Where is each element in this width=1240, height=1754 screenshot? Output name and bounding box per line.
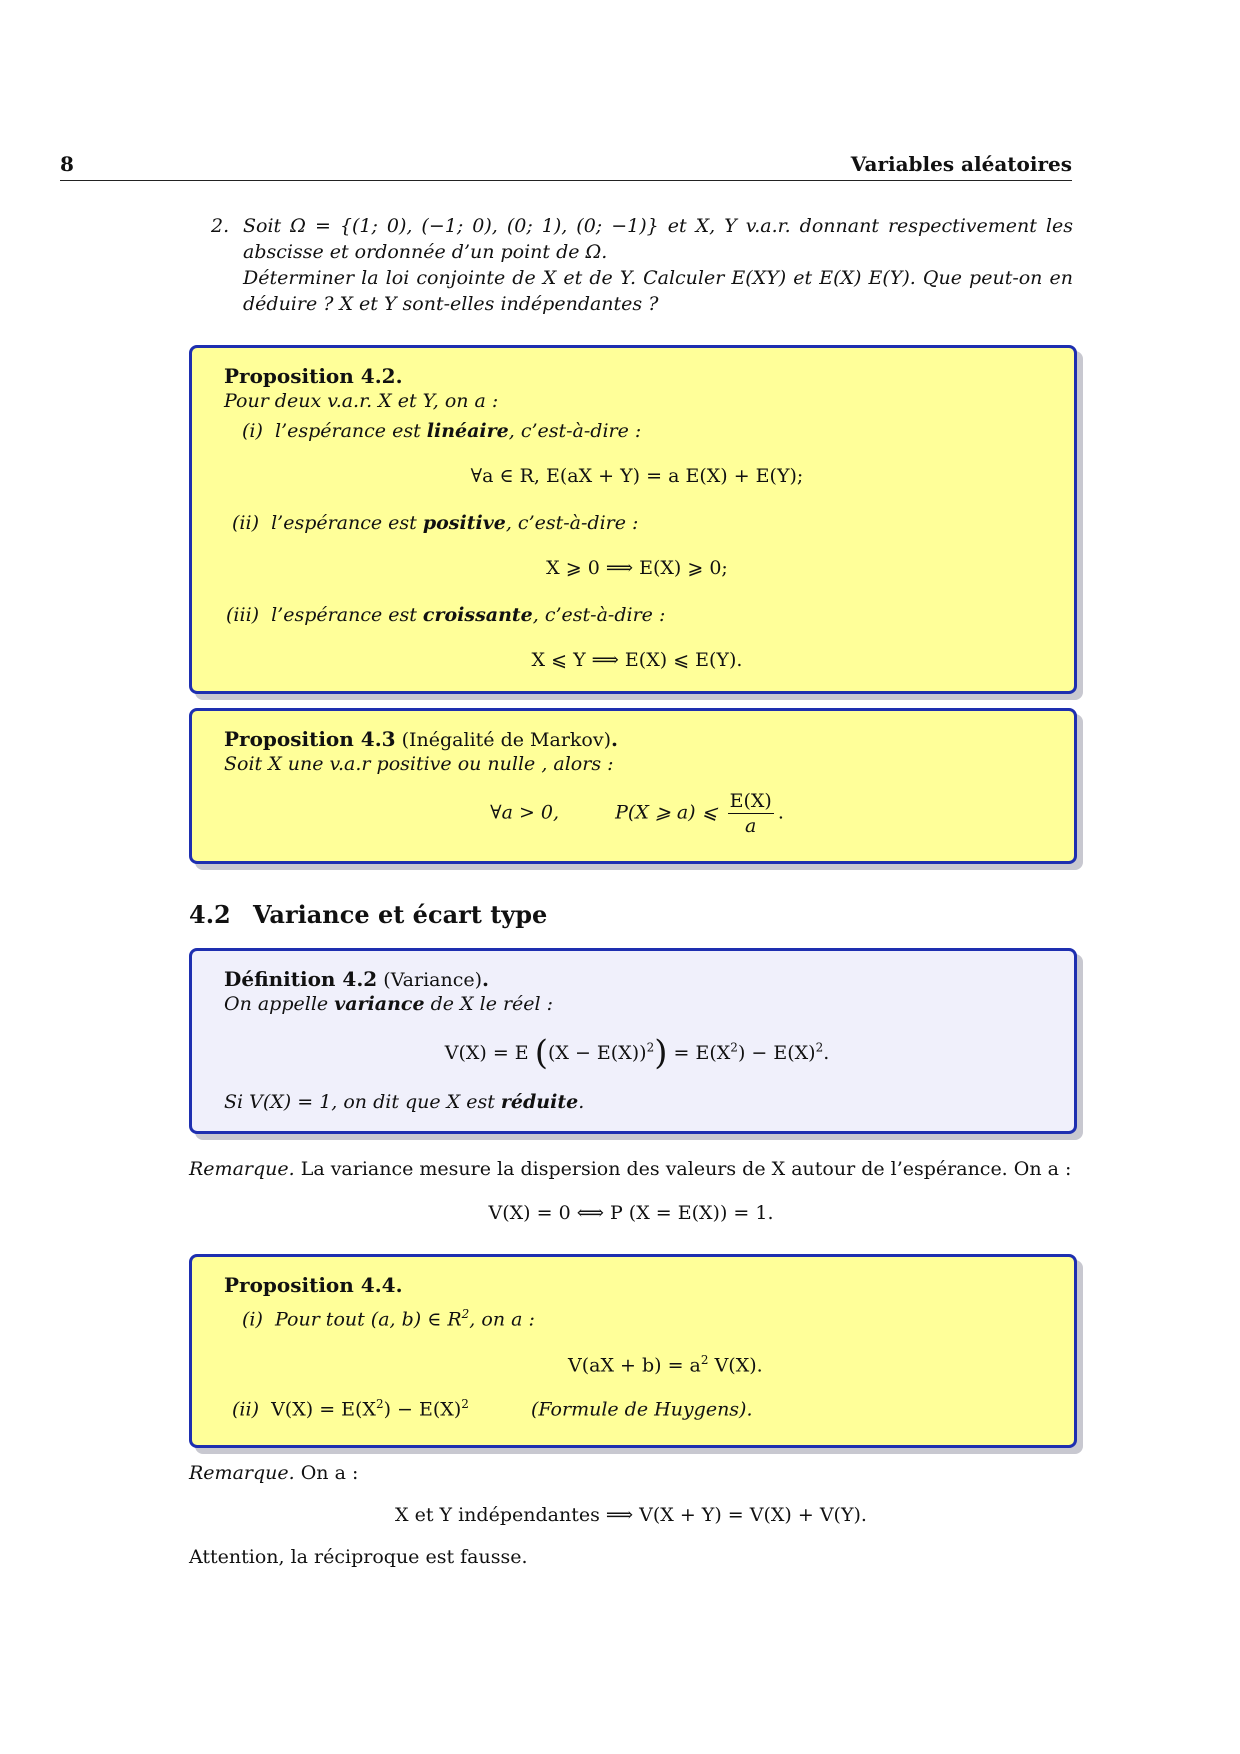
formula-part: = E(X: [673, 1042, 731, 1064]
formula-independence: X et Y indépendantes ⟹ V(X + Y) = V(X) + V(Y).: [395, 1504, 867, 1526]
remark-text: La variance mesure la dispersion des valeurs de X autour de l’espérance. On a :: [300, 1158, 1072, 1180]
exercise-statement: Soit Ω = {(1; 0), (−1; 0), (0; 1), (0; −1)} et X, Y v.a.r. donnant respectivement les abscisse et ordonnée d’un point de Ω.: [243, 215, 1073, 263]
page-header: [60, 150, 1072, 181]
formula-part: (X − E(X)): [547, 1042, 647, 1064]
page-number: 8: [60, 152, 74, 176]
fraction-numerator: E(X): [729, 790, 772, 812]
definition-title: [224, 967, 1050, 991]
proposition-4-3-box: [189, 708, 1077, 864]
item-text: Pour tout (a, b) ∈ R: [275, 1308, 462, 1331]
section-number: 4.2: [189, 900, 231, 929]
remark-label: Remarque.: [189, 1462, 295, 1484]
formula-probability: P(X ⩾ a) ⩽: [615, 801, 718, 824]
formula-monotonicity: X ⩽ Y ⟹ E(X) ⩽ E(Y).: [531, 649, 743, 671]
proposition-intro: Soit X une v.a.r positive ou nulle , alors :: [224, 753, 614, 775]
item-label: (iii): [226, 604, 260, 626]
formula-quantifier: ∀a > 0,: [490, 801, 560, 824]
proposition-item: [232, 1397, 1050, 1420]
proposition-4-4-box: [189, 1254, 1077, 1448]
formula-part: ) − E(X): [737, 1042, 816, 1064]
item-text: l’espérance est: [271, 604, 423, 626]
item-exponent: 2: [461, 1307, 470, 1321]
remark-independence: [189, 1462, 1073, 1484]
formula-exponent: 2: [375, 1397, 384, 1411]
item-keyword: positive: [422, 512, 506, 534]
definition-note: [224, 1091, 1050, 1113]
proposition-title: Proposition 4.2.: [224, 364, 403, 388]
formula-fraction: [728, 789, 774, 838]
formula-exponent: 2: [646, 1040, 655, 1055]
proposition-intro: Pour deux v.a.r. X et Y, on a :: [224, 390, 499, 412]
formula-end: .: [777, 801, 784, 824]
proposition-item: [242, 1307, 1050, 1330]
item-keyword: croissante: [422, 604, 533, 626]
formula-end: .: [823, 1042, 830, 1064]
item-label: (ii): [232, 512, 259, 534]
title-text: Proposition 4.3: [224, 727, 396, 751]
note-end: .: [578, 1091, 585, 1113]
definition-4-2-box: [189, 948, 1077, 1134]
formula-part: ) − E(X): [383, 1398, 462, 1421]
title-subtitle: (Variance): [383, 969, 483, 991]
item-keyword: linéaire: [426, 420, 509, 442]
intro-text-end: de X le réel :: [424, 993, 554, 1015]
definition-intro: [224, 993, 1050, 1015]
formula-variance: V(X) = E $((X - E(X))^2) = E(X^2) - E(X)^2$.: [444, 1033, 830, 1073]
item-text-end: , c’est-à-dire :: [508, 420, 642, 442]
remark-text: On a :: [300, 1462, 359, 1484]
item-text: l’espérance est: [275, 420, 427, 442]
exercise-number: 2.: [211, 215, 230, 237]
formula-exponent: 2: [815, 1040, 824, 1055]
warning-text: Attention, la réciproque est fausse.: [189, 1546, 528, 1568]
exercise-item: [213, 213, 1073, 317]
formula-part: V(X) = E(X: [271, 1398, 376, 1421]
huygens-note: (Formule de Huygens).: [530, 1398, 753, 1421]
formula-exponent: 2: [730, 1040, 738, 1055]
item-label: (i): [242, 420, 263, 442]
formula-positivity: X ⩾ 0 ⟹ E(X) ⩾ 0;: [546, 557, 728, 579]
proposition-item: [242, 420, 1050, 442]
proposition-item: [232, 512, 1050, 534]
title-text: Définition 4.2: [224, 967, 378, 991]
proposition-item: [226, 604, 1050, 626]
running-title: Variables aléatoires: [850, 152, 1072, 176]
section-heading: [189, 900, 547, 929]
title-subtitle: (Inégalité de Markov): [401, 729, 611, 751]
formula-exponent: 2: [461, 1397, 469, 1411]
item-text-end: , on a :: [469, 1308, 535, 1331]
formula-part: V(X) = E: [444, 1042, 529, 1064]
proposition-title: [224, 727, 1050, 751]
intro-text: On appelle: [224, 993, 335, 1015]
formula-part: V(X).: [708, 1354, 763, 1377]
item-text-end: , c’est-à-dire :: [532, 604, 666, 626]
section-title: Variance et écart type: [253, 900, 548, 929]
note-keyword: réduite: [500, 1091, 579, 1113]
item-label: (i): [242, 1308, 263, 1331]
remark-label: Remarque.: [189, 1158, 295, 1180]
remark-variance: [189, 1158, 1073, 1180]
item-text: l’espérance est: [271, 512, 423, 534]
title-end: .: [482, 967, 489, 991]
proposition-4-2-box: [189, 345, 1077, 694]
fraction-denominator: a: [745, 815, 757, 837]
intro-keyword: variance: [334, 993, 425, 1015]
exercise-question: Déterminer la loi conjointe de X et de Y. Calculer E(XY) et E(X) E(Y). Que peut-on en déduire ? X et Y sont-elles indépendantes ?: [243, 267, 1073, 315]
formula-linearity: ∀a ∈ R, E(aX + Y) = a E(X) + E(Y);: [470, 465, 804, 487]
formula-zero-variance: V(X) = 0 ⟺ P (X = E(X)) = 1.: [488, 1202, 774, 1224]
formula-exponent: 2: [700, 1353, 709, 1367]
title-end: .: [611, 727, 618, 751]
formula-markov: [224, 789, 1050, 838]
proposition-title: Proposition 4.4.: [224, 1273, 403, 1297]
item-label: (ii): [232, 1398, 259, 1421]
note-text: Si V(X) = 1, on dit que X est: [224, 1091, 501, 1113]
item-text-end: , c’est-à-dire :: [505, 512, 639, 534]
formula-affine-variance: [568, 1353, 1050, 1376]
formula-part: V(aX + b) = a: [568, 1354, 701, 1377]
